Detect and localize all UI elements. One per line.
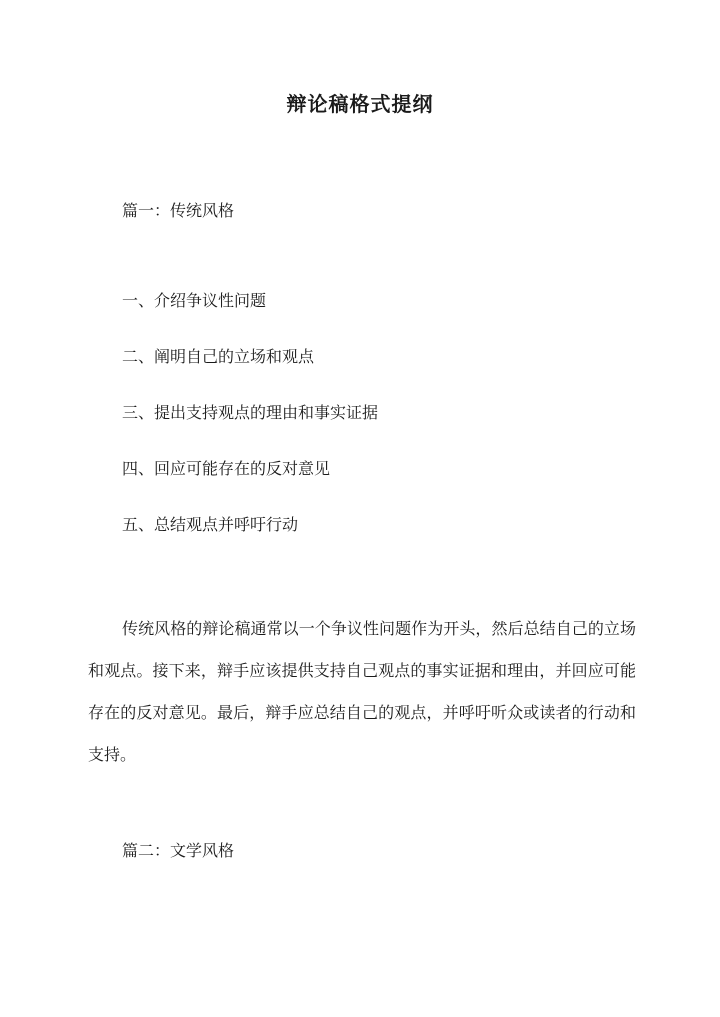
outline-item-2: 二、阐明自己的立场和观点 [122,347,315,366]
outline-item-1: 一、介绍争议性问题 [122,291,267,310]
outline-item-4: 四、回应可能存在的反对意见 [122,459,331,478]
document-title: 辩论稿格式提纲 [286,92,434,116]
outline-item-3: 三、提出支持观点的理由和事实证据 [122,403,379,422]
outline-item-5: 五、总结观点并呼吁行动 [122,515,299,534]
outline-list [122,290,378,570]
section-heading-1: 篇一：传统风格 [122,201,235,220]
section-heading-2: 篇二：文学风格 [122,841,235,860]
body-paragraph: 传统风格的辩论稿通常以一个争议性问题作为开头，然后总结自己的立场和观点。接下来，辩手应该提供支持自己观点的事实证据和理由，并回应可能存在的反对意见。最后，辩手应总结自己的观点，并呼吁听众或读者的行动和支持。 [88,619,636,764]
